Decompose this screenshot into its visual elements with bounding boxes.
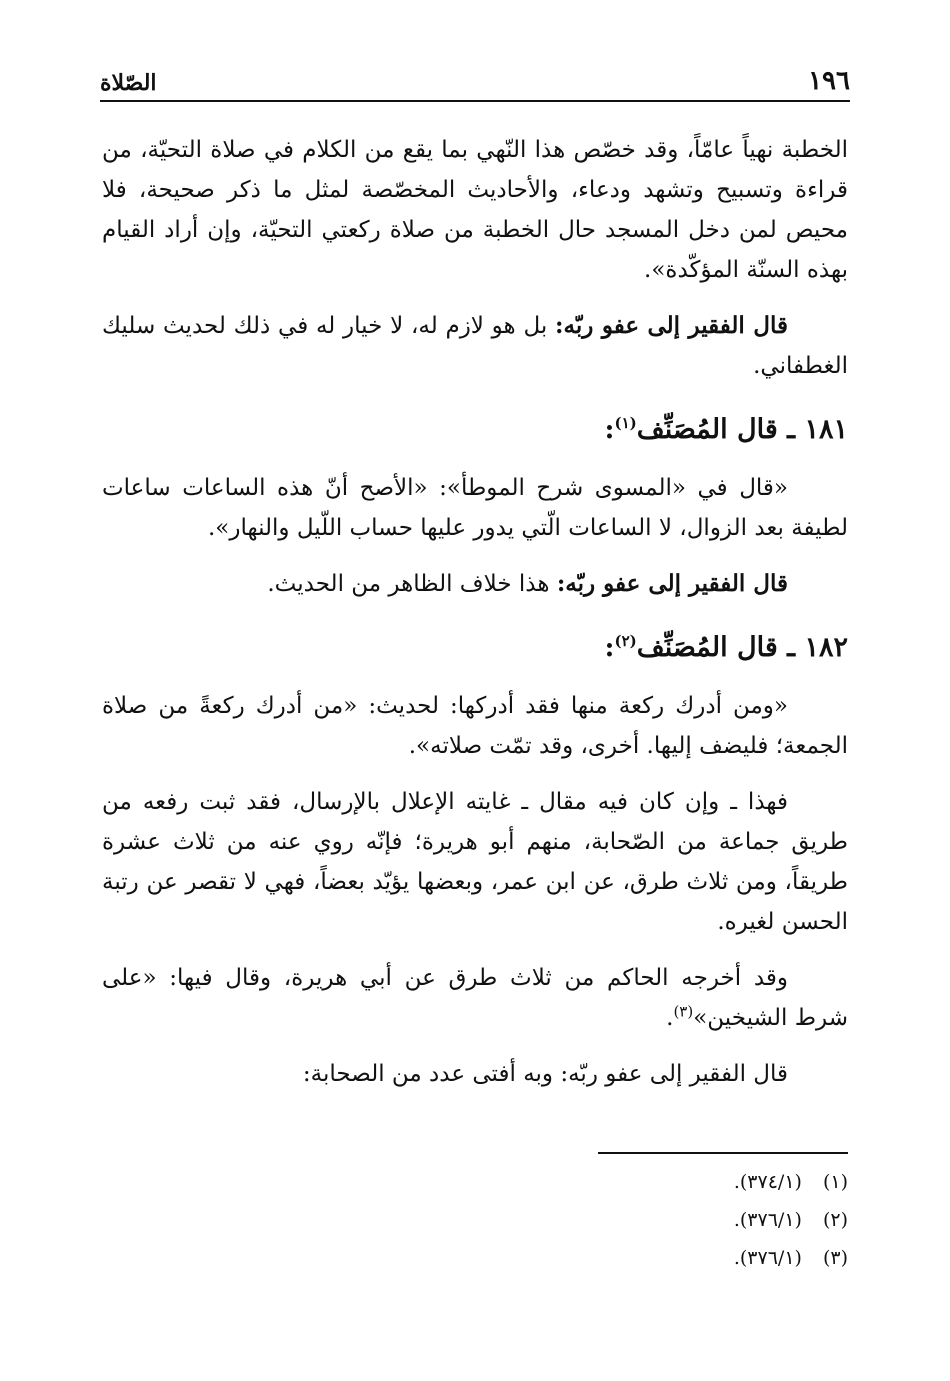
paragraph: «قال في «المسوى شرح الموطأ»: «الأصح أنّ هذه الساعات ساعات لطيفة بعد الزوال، لا الساعات الّتي يدور عليها حساب اللّيل والنهار». xyxy=(102,475,848,541)
footnote-ref: (١) xyxy=(614,414,637,432)
paragraph: قال الفقير إلى عفو ربّه: وبه أفتى عدد من الصحابة: xyxy=(302,1061,788,1087)
footnote-text: (٣٧٦/١). xyxy=(733,1209,802,1231)
paragraph: «ومن أدرك ركعة منها فقد أدركها: لحديث: «من أدرك ركعةً من صلاة الجمعة؛ فليضف إليها. أخرى، وقد تمّت صلاته». xyxy=(102,693,848,759)
footnote-ref: (٣) xyxy=(673,1002,694,1021)
section-heading-182 xyxy=(102,628,848,668)
paragraph: الخطبة نهياً عامّاً، وقد خصّص هذا النّهي بما يقع من الكلام في صلاة التحيّة، من قراءة وتسبيح وتشهد ودعاء، والأحاديث المخصّصة لمثل ما ذكر صحيحة، فلا محيص لمن دخل المسجد حال الخطبة من صلاة ركعتي التحيّة، وإن أراد القيام بهذه السنّة المؤكّدة». xyxy=(102,137,848,283)
paragraph-text: هذا خلاف الظاهر من الحديث. xyxy=(267,571,557,597)
footnote-separator xyxy=(598,1152,848,1154)
footnote-number: (٣) xyxy=(822,1247,848,1269)
footnotes xyxy=(102,1163,848,1277)
paragraph xyxy=(102,564,848,604)
footnote xyxy=(102,1201,848,1239)
paragraph: فهذا ـ وإن كان فيه مقال ـ غايته الإعلال بالإرسال، فقد ثبت رفعه من طريق جماعة من الصّحابة، منهم أبو هريرة؛ فإنّه روي عنه من ثلاث عشرة طريقاً، ومن ثلاث طرق، عن ابن عمر، وبعضها يؤيّد بعضاً، فهي لا تقصر عن رتبة الحسن لغيره. xyxy=(102,789,848,935)
heading-text: ١٨١ ـ قال المُصَنِّف xyxy=(636,414,848,445)
author-comment-lead: قال الفقير إلى عفو ربّه: xyxy=(555,312,788,339)
footnote-text: (٣٧٦/١). xyxy=(733,1247,802,1269)
heading-colon: : xyxy=(604,632,615,663)
footnote xyxy=(102,1239,848,1277)
section-heading-181 xyxy=(102,410,848,450)
footnote-number: (١) xyxy=(822,1171,848,1193)
footnote-ref: (٢) xyxy=(614,632,637,650)
heading-text: ١٨٢ ـ قال المُصَنِّف xyxy=(636,632,848,663)
paragraph xyxy=(102,306,848,386)
author-comment-lead: قال الفقير إلى عفو ربّه: xyxy=(556,570,788,597)
page-body xyxy=(102,130,848,1110)
page-number: ١٩٦ xyxy=(808,66,850,96)
heading-colon: : xyxy=(604,414,615,445)
footnote xyxy=(102,1163,848,1201)
paragraph-end: . xyxy=(666,1005,674,1031)
page-header xyxy=(100,62,850,102)
running-title: الصّلاة xyxy=(100,70,157,96)
footnote-number: (٢) xyxy=(822,1209,848,1231)
paragraph-text: بل هو لازم له، لا خيار له في ذلك لحديث سليك الغطفاني. xyxy=(102,313,848,379)
footnote-text: (٣٧٤/١). xyxy=(733,1171,802,1193)
paragraph xyxy=(102,958,848,1038)
paragraph-text: وقد أخرجه الحاكم من ثلاث طرق عن أبي هريرة، وقال فيها: «على شرط الشيخين» xyxy=(102,965,848,1031)
